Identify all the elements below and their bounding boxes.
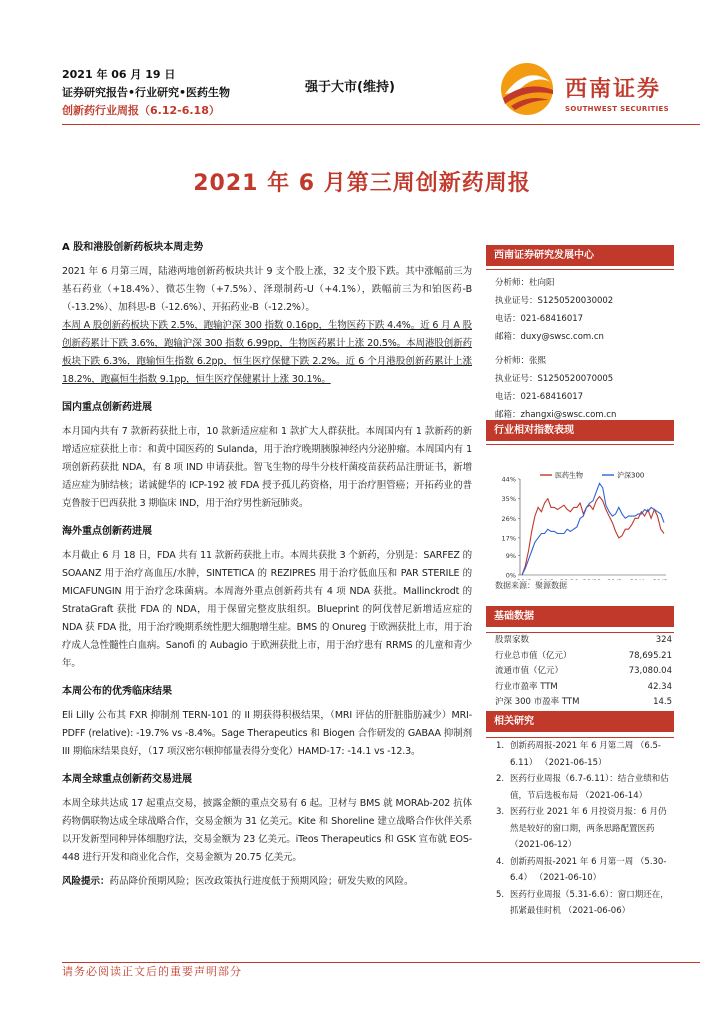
- list-item-text: 创新药周报-2021 年 6 月第二周 （6.5-6.11） （2021-06-15）: [510, 741, 662, 768]
- table-row: [486, 649, 674, 665]
- list-item-number: 2.: [496, 774, 505, 784]
- rating: 强于大市(维持): [305, 80, 395, 95]
- analyst-license: 执业证号：S1250520070005: [495, 374, 614, 384]
- section-heading: 海外重点创新药进展: [62, 526, 152, 537]
- logo-text-cn: 西南证券: [565, 77, 662, 102]
- y-tick-label: 44%: [501, 475, 516, 484]
- page-title: 2021 年 6 月第三周创新药周报: [193, 171, 531, 196]
- section-heading: A 股和港股创新药板块本周走势: [62, 242, 204, 253]
- list-item[interactable]: [486, 771, 674, 804]
- analyst-name: 分析师：张熙: [495, 356, 547, 366]
- risk-text: 药品降价预期风险；医改政策执行进度低于预期风险；研发失败的风险。: [109, 876, 414, 887]
- list-item-text: 医药行业周报（6.7-6.11）：结合业绩和估值，节后选板布局 （2021-06-14）: [510, 774, 669, 801]
- list-item[interactable]: [486, 887, 674, 920]
- analyst-panel-heading: 西南证券研究发展中心: [486, 245, 674, 266]
- row-label: 行业总市值（亿元）: [495, 650, 572, 661]
- row-value: 14.5: [653, 697, 672, 707]
- table-row: [486, 633, 674, 649]
- section-heading: 本周公布的优秀临床结果: [62, 686, 172, 697]
- header-divider: [62, 124, 700, 125]
- row-value: 78,695.21: [628, 650, 672, 661]
- list-item-number: 1.: [496, 741, 505, 751]
- row-value: 42.34: [647, 681, 672, 692]
- x-tick-label: [653, 578, 668, 580]
- analyst-email[interactable]: 邮箱：zhangxi@swsc.com.cn: [495, 410, 617, 420]
- basic-data-panel: [486, 606, 674, 711]
- chart-source: 数据来源：聚源数据: [495, 581, 567, 590]
- list-item-number: 4.: [496, 856, 505, 867]
- section-paragraph: Eli Lilly 公布其 FXR 抑制剂 TERN-101 的 II 期获得积极结果，（MRI 评估的肝脏脂肪减少）MRI-PDFF (relative): -19.7% vs -8.4%。Sage Therapeutics 和 Biogen 合作研发的 GABAA 抑制剂 III 期临床结果良好，（17 项汉密尔顿抑郁量表得分变化）HAMD-17: -14.1 vs -12.3。: [62, 710, 472, 757]
- section-paragraph: 2021 年 6 月第三周，陆港两地创新药板块共计 9 支个股上涨，32 支个股下跌。其中涨幅前三为基石药业（+18.4%）、微芯生物（+7.5%）、泽璟制药-U（+4.1%），跌幅前三为和铂医药-B（-13.2%）、加科思-B（-12.6%）、开拓药业-B（-12.2%）。: [62, 266, 472, 313]
- index-chart-panel: [486, 420, 674, 591]
- row-value: 73,080.04: [628, 666, 672, 676]
- logo-emblem-icon: [497, 60, 559, 118]
- basic-data-heading: 基础数据: [486, 606, 674, 627]
- list-item-text: 医药行业 2021 年 6 月投资月报：6 月仍然是较好的窗口期，两条思路配置医药 （2021-06-12）: [510, 807, 667, 850]
- section-paragraph: 本周全球共达成 17 起重点交易，披露金额的重点交易有 6 起。卫材与 BMS 就 MORAb-202 抗体药物偶联物达成全球战略合作，交易金额为 31 亿美元。Kite 和 Shoreline 建立战略合作伙伴关系以开发新型同种异体细胞疗法，交易金额为 23 亿美元。iTeos Therapeutics 和 GSK 宣布就 EOS-448 进行开发和商业化合作，交易金额为 20.75 亿美元。: [62, 798, 472, 863]
- x-tick-label: [607, 578, 622, 580]
- list-item[interactable]: [486, 804, 674, 854]
- section-paragraph: 本月截止 6 月 18 日，FDA 共有 11 款新药获批上市。本周共获批 3 个新药，分别是：SARFEZ 的 SOAANZ 用于治疗高血压/水肿，SINTETICA 的 REZIPRES 用于治疗低血压和 PAR STERILE 的 MICAFUNGIN 用于治疗念珠菌病。本周海外重点创新药共有 4 项 NDA 获批。Mallinckrodt 的 StrataGraft 获批 FDA 的 NDA，用于保留完整皮肤组织。Blueprint 的阿伐替尼新增适应症的 NDA 获 FDA 批，用于治疗晚期系统性肥大细胞增生症。BMS 的 Onureg 于欧洲获批上市，用于治疗成人急性髓性白血病。Sanofi 的 Aubagio 于欧洲获批上市，用于治疗患有 RRMS 的儿童和青少年。: [62, 550, 472, 669]
- y-tick-label: 35%: [501, 495, 516, 504]
- series-line: [522, 483, 664, 575]
- y-tick-label: 0%: [505, 571, 516, 580]
- analyst-name: 分析师：杜向阳: [495, 278, 555, 288]
- index-chart-heading: 行业相对指数表现: [486, 420, 674, 441]
- x-tick-label: [560, 578, 579, 580]
- y-tick-label: 9%: [505, 551, 516, 560]
- row-label: 行业市盈率 TTM: [495, 681, 558, 692]
- analyst-phone: 电话：021-68416017: [495, 314, 584, 324]
- main-content: [62, 241, 472, 891]
- row-value: 324: [655, 635, 672, 645]
- y-tick-label: 17%: [501, 534, 516, 543]
- list-item[interactable]: [486, 854, 674, 887]
- footer-disclaimer: 请务必阅读正文后的重要声明部分: [62, 965, 242, 978]
- table-row: [486, 695, 674, 711]
- row-label: 流通市值（亿元）: [495, 666, 564, 676]
- analyst-license: 执业证号：S1250520030002: [495, 296, 614, 306]
- risk-warning: [62, 873, 472, 891]
- analyst-phone: 电话：021-68416017: [495, 392, 584, 402]
- related-heading: 相关研究: [486, 711, 674, 732]
- row-label: 沪深 300 市盈率 TTM: [495, 697, 580, 707]
- list-item-text: 创新药周报-2021 年 6 月第一周 （5.30-6.4） （2021-06-10）: [510, 856, 667, 883]
- analyst-email[interactable]: 邮箱：duxy@swsc.com.cn: [495, 332, 604, 342]
- index-chart: [486, 445, 674, 580]
- legend-label: 沪深300: [617, 471, 645, 480]
- section-paragraph-highlight: 本周 A 股创新药板块下跌 2.5%，跑输沪深 300 指数 0.16pp，生物医药下跌 4.4%。近 6 月 A 股创新药累计下跌 3.6%，跑输沪深 300 指数 6.99pp，生物医药累计上涨 20.5%。本周港股创新药板块下跌 6.3%，跑输恒生指数 6.2pp，恒生医疗保健下跌 2.2%。近 6 个月港股创新药累计上涨 18.2%，跑赢恒生指数 9.1pp，恒生医疗保健累计上涨 30.1%。: [62, 320, 472, 385]
- legend-label: 医药生物: [555, 471, 583, 480]
- related-panel: [486, 711, 674, 920]
- y-tick-label: 26%: [501, 514, 516, 523]
- list-item-number: 3.: [496, 807, 505, 817]
- x-tick-label: [630, 578, 645, 580]
- section-heading: 本周全球重点创新药交易进展: [62, 774, 192, 785]
- risk-label: 风险提示：: [62, 876, 110, 887]
- logo-text-en: SOUTHWEST SECURITIES: [565, 105, 669, 113]
- basic-data-table: [486, 633, 674, 711]
- x-tick-label: [583, 578, 602, 580]
- series-line: [522, 497, 664, 576]
- header-info: [62, 66, 282, 120]
- list-item-text: 医药行业周报（5.31-6.6）：窗口期还在，抓紧最佳时机 （2021-06-06）: [510, 889, 669, 916]
- section-paragraph: 本月国内共有 7 款新药获批上市，10 款新适应症和 1 款扩大人群获批。本周国内有 1 款新药的新增适应症获批上市：和黄中国医药的 Sulanda，用于治疗晚期胰腺神经内分泌肿瘤。本周国内有 1 项创新药获批 NDA，有 8 项 IND 申请获批。智飞生物的母牛分枝杆菌疫苗获药品注册证书，新增适应症为肺结核；诺诚健华的 ICP-192 被 FDA 授予孤儿药资格，用于治疗胆管癌；开拓药业的普克鲁胺于巴西获批 3 期临床 IND，用于治疗男性新冠肺炎。: [62, 426, 472, 509]
- row-label: 股票家数: [495, 635, 530, 645]
- list-item-number: 5.: [496, 889, 505, 900]
- index-chart-svg: [486, 445, 674, 580]
- report-name: 创新药行业周报（6.12-6.18）: [62, 104, 220, 117]
- report-category: 证券研究报告•行业研究•医药生物: [62, 86, 231, 99]
- x-tick-label: [539, 578, 554, 580]
- table-row: [486, 664, 674, 680]
- analyst-panel: [486, 245, 674, 424]
- table-row: [486, 680, 674, 696]
- list-item[interactable]: [486, 738, 674, 771]
- report-date: 2021 年 06 月 19 日: [62, 68, 176, 81]
- company-logo: [497, 60, 697, 120]
- x-tick-label: [517, 578, 532, 580]
- section-heading: 国内重点创新药进展: [62, 402, 152, 413]
